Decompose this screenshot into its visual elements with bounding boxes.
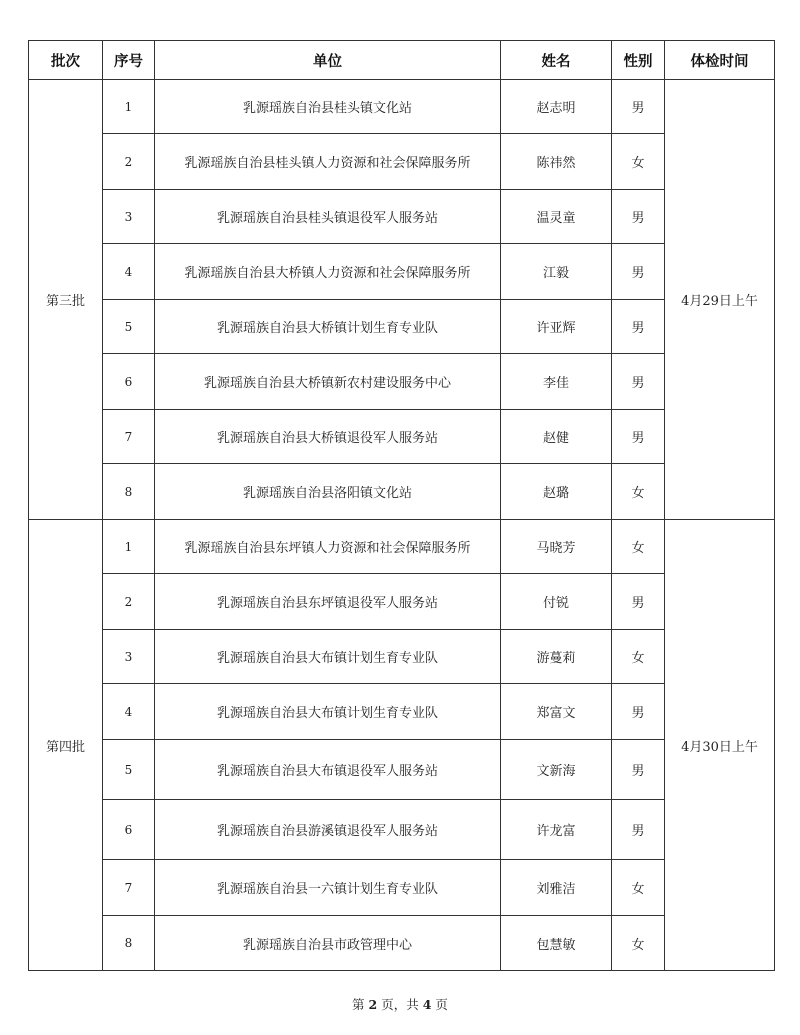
sex-cell: 男 — [612, 574, 665, 630]
name-cell: 赵志明 — [501, 80, 612, 134]
row-number-cell: 4 — [103, 684, 155, 740]
row-number-cell: 5 — [103, 300, 155, 354]
header-no: 序号 — [103, 41, 155, 80]
sex-cell: 男 — [612, 410, 665, 464]
unit-cell: 乳源瑶族自治县大桥镇计划生育专业队 — [155, 300, 501, 354]
name-cell: 文新海 — [501, 740, 612, 800]
name-cell: 温灵童 — [501, 190, 612, 244]
footer-total-pages: 4 — [422, 997, 432, 1012]
footer-prefix: 第 — [352, 997, 365, 1012]
page-footer — [0, 995, 800, 1013]
sex-cell: 女 — [612, 134, 665, 190]
row-number-cell: 1 — [103, 520, 155, 574]
name-cell: 李佳 — [501, 354, 612, 410]
sex-cell: 女 — [612, 520, 665, 574]
table-row — [29, 574, 775, 630]
sex-cell: 男 — [612, 800, 665, 860]
name-cell: 郑富文 — [501, 684, 612, 740]
table-row — [29, 860, 775, 916]
unit-cell: 乳源瑶族自治县大桥镇人力资源和社会保障服务所 — [155, 244, 501, 300]
sex-cell: 男 — [612, 244, 665, 300]
row-number-cell: 6 — [103, 354, 155, 410]
exam-schedule-table — [28, 40, 775, 971]
unit-cell: 乳源瑶族自治县一六镇计划生育专业队 — [155, 860, 501, 916]
table-row — [29, 134, 775, 190]
name-cell: 许龙富 — [501, 800, 612, 860]
table-row — [29, 410, 775, 464]
unit-cell: 乳源瑶族自治县市政管理中心 — [155, 916, 501, 971]
row-number-cell: 3 — [103, 630, 155, 684]
name-cell: 赵璐 — [501, 464, 612, 520]
name-cell: 马晓芳 — [501, 520, 612, 574]
sex-cell: 女 — [612, 916, 665, 971]
name-cell: 许亚辉 — [501, 300, 612, 354]
sex-cell: 男 — [612, 740, 665, 800]
table-row — [29, 740, 775, 800]
name-cell: 刘雅洁 — [501, 860, 612, 916]
batch-cell: 第三批 — [29, 80, 103, 520]
sex-cell: 女 — [612, 464, 665, 520]
name-cell: 陈祎然 — [501, 134, 612, 190]
table-body — [29, 80, 775, 971]
name-cell: 江毅 — [501, 244, 612, 300]
table-row — [29, 190, 775, 244]
header-unit: 单位 — [155, 41, 501, 80]
unit-cell: 乳源瑶族自治县大桥镇新农村建设服务中心 — [155, 354, 501, 410]
sex-cell: 男 — [612, 684, 665, 740]
row-number-cell: 2 — [103, 134, 155, 190]
table-row — [29, 684, 775, 740]
row-number-cell: 5 — [103, 740, 155, 800]
sex-cell: 男 — [612, 80, 665, 134]
table-row — [29, 244, 775, 300]
exam-time-cell: 4月29日上午 — [665, 80, 775, 520]
row-number-cell: 3 — [103, 190, 155, 244]
table-row — [29, 464, 775, 520]
exam-time-cell: 4月30日上午 — [665, 520, 775, 971]
header-name: 姓名 — [501, 41, 612, 80]
row-number-cell: 1 — [103, 80, 155, 134]
row-number-cell: 7 — [103, 860, 155, 916]
header-batch: 批次 — [29, 41, 103, 80]
footer-middle: 页，共 — [381, 997, 419, 1012]
table-row — [29, 916, 775, 971]
table-row — [29, 520, 775, 574]
row-number-cell: 6 — [103, 800, 155, 860]
unit-cell: 乳源瑶族自治县大桥镇退役军人服务站 — [155, 410, 501, 464]
unit-cell: 乳源瑶族自治县大布镇计划生育专业队 — [155, 684, 501, 740]
sex-cell: 男 — [612, 300, 665, 354]
unit-cell: 乳源瑶族自治县桂头镇文化站 — [155, 80, 501, 134]
row-number-cell: 8 — [103, 916, 155, 971]
unit-cell: 乳源瑶族自治县桂头镇人力资源和社会保障服务所 — [155, 134, 501, 190]
table-row — [29, 80, 775, 134]
table-row — [29, 800, 775, 860]
unit-cell: 乳源瑶族自治县游溪镇退役军人服务站 — [155, 800, 501, 860]
table-row — [29, 354, 775, 410]
table-row — [29, 300, 775, 354]
name-cell: 赵健 — [501, 410, 612, 464]
row-number-cell: 7 — [103, 410, 155, 464]
unit-cell: 乳源瑶族自治县东坪镇退役军人服务站 — [155, 574, 501, 630]
sex-cell: 女 — [612, 860, 665, 916]
header-exam-time: 体检时间 — [665, 41, 775, 80]
row-number-cell: 2 — [103, 574, 155, 630]
row-number-cell: 4 — [103, 244, 155, 300]
name-cell: 包慧敏 — [501, 916, 612, 971]
unit-cell: 乳源瑶族自治县桂头镇退役军人服务站 — [155, 190, 501, 244]
name-cell: 游蔓莉 — [501, 630, 612, 684]
table-row — [29, 630, 775, 684]
batch-cell: 第四批 — [29, 520, 103, 971]
header-sex: 性别 — [612, 41, 665, 80]
header-row — [29, 41, 775, 80]
footer-suffix: 页 — [435, 997, 448, 1012]
footer-page-number: 2 — [368, 997, 378, 1012]
unit-cell: 乳源瑶族自治县东坪镇人力资源和社会保障服务所 — [155, 520, 501, 574]
name-cell: 付锐 — [501, 574, 612, 630]
row-number-cell: 8 — [103, 464, 155, 520]
sex-cell: 女 — [612, 630, 665, 684]
sex-cell: 男 — [612, 190, 665, 244]
sex-cell: 男 — [612, 354, 665, 410]
unit-cell: 乳源瑶族自治县大布镇计划生育专业队 — [155, 630, 501, 684]
unit-cell: 乳源瑶族自治县大布镇退役军人服务站 — [155, 740, 501, 800]
unit-cell: 乳源瑶族自治县洛阳镇文化站 — [155, 464, 501, 520]
